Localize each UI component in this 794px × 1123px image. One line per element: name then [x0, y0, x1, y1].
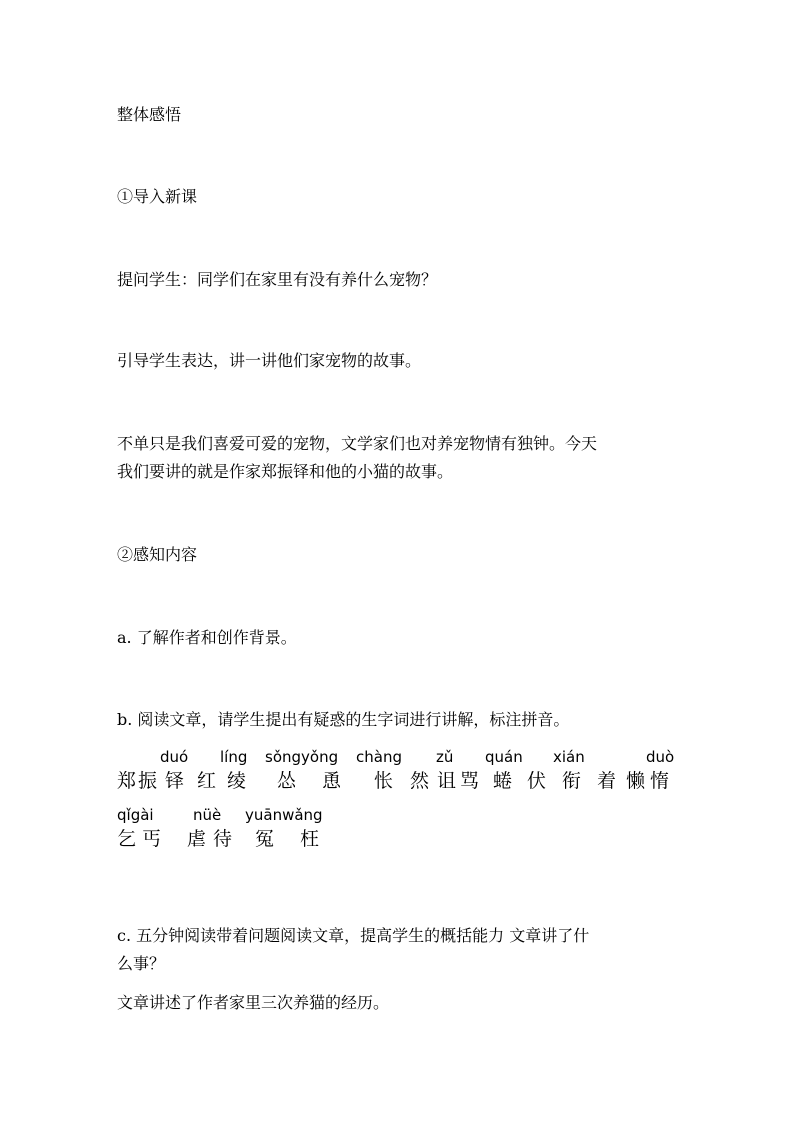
hanzi: 怅: [374, 770, 394, 792]
hanzi: 待: [213, 828, 233, 850]
pinyin: duò: [646, 748, 675, 766]
hanzi: 骂: [460, 770, 480, 792]
pinyin: sǒngyǒng: [265, 748, 339, 766]
paragraph: 提问学生：同学们在家里有没有养什么宠物？: [117, 270, 438, 289]
pinyin: zǔ: [436, 748, 454, 766]
hanzi: 怂: [277, 770, 297, 792]
hanzi: 诅: [437, 770, 457, 792]
pinyin: chàng: [356, 748, 402, 766]
subheading-intro: ①导入新课: [117, 187, 198, 206]
hanzi: 丐: [142, 828, 162, 850]
hanzi: 着: [597, 770, 617, 792]
pinyin: yuānwǎng: [245, 806, 323, 824]
hanzi: 虐: [187, 828, 207, 850]
subheading-content: ②感知内容: [117, 545, 198, 564]
hanzi: 蜷: [493, 770, 513, 792]
paragraph: c. 五分钟阅读带着问题阅读文章，提高学生的概括能力 文章讲了什: [117, 926, 590, 945]
paragraph: 我们要讲的就是作家郑振铎和他的小猫的故事。: [117, 462, 454, 481]
hanzi: 红: [197, 770, 217, 792]
paragraph: b. 阅读文章，请学生提出有疑惑的生字词进行讲解，标注拼音。: [117, 710, 570, 729]
hanzi: 冤: [255, 828, 275, 850]
paragraph: 文章讲述了作者家里三次养猫的经历。: [117, 993, 390, 1012]
paragraph: a. 了解作者和创作背景。: [117, 628, 297, 647]
hanzi: 惰: [650, 770, 670, 792]
hanzi: 恿: [322, 770, 342, 792]
hanzi: 伏: [527, 770, 547, 792]
pinyin-annotated-words: [117, 748, 697, 808]
hanzi: 懒: [626, 770, 646, 792]
section-heading: 整体感悟: [117, 105, 182, 124]
paragraph: 引导学生表达，讲一讲他们家宠物的故事。: [117, 351, 422, 370]
hanzi: 枉: [300, 828, 320, 850]
hanzi: 绫: [227, 770, 247, 792]
pinyin: duó: [160, 748, 189, 766]
paragraph: 不单只是我们喜爱可爱的宠物，文学家们也对养宠物情有独钟。今天: [117, 434, 598, 453]
hanzi: 铎: [165, 770, 185, 792]
pinyin: líng: [220, 748, 248, 766]
pinyin: xián: [553, 748, 585, 766]
pinyin: quán: [485, 748, 523, 766]
hanzi: 衔: [562, 770, 582, 792]
paragraph: 么事？: [117, 954, 166, 973]
hanzi: 乞: [117, 828, 137, 850]
hanzi: 振: [138, 770, 158, 792]
hanzi: 然: [410, 770, 430, 792]
pinyin-annotated-words: [117, 806, 697, 866]
pinyin: nüè: [193, 806, 222, 824]
hanzi: 郑: [117, 770, 137, 792]
pinyin: qǐgài: [117, 806, 154, 824]
